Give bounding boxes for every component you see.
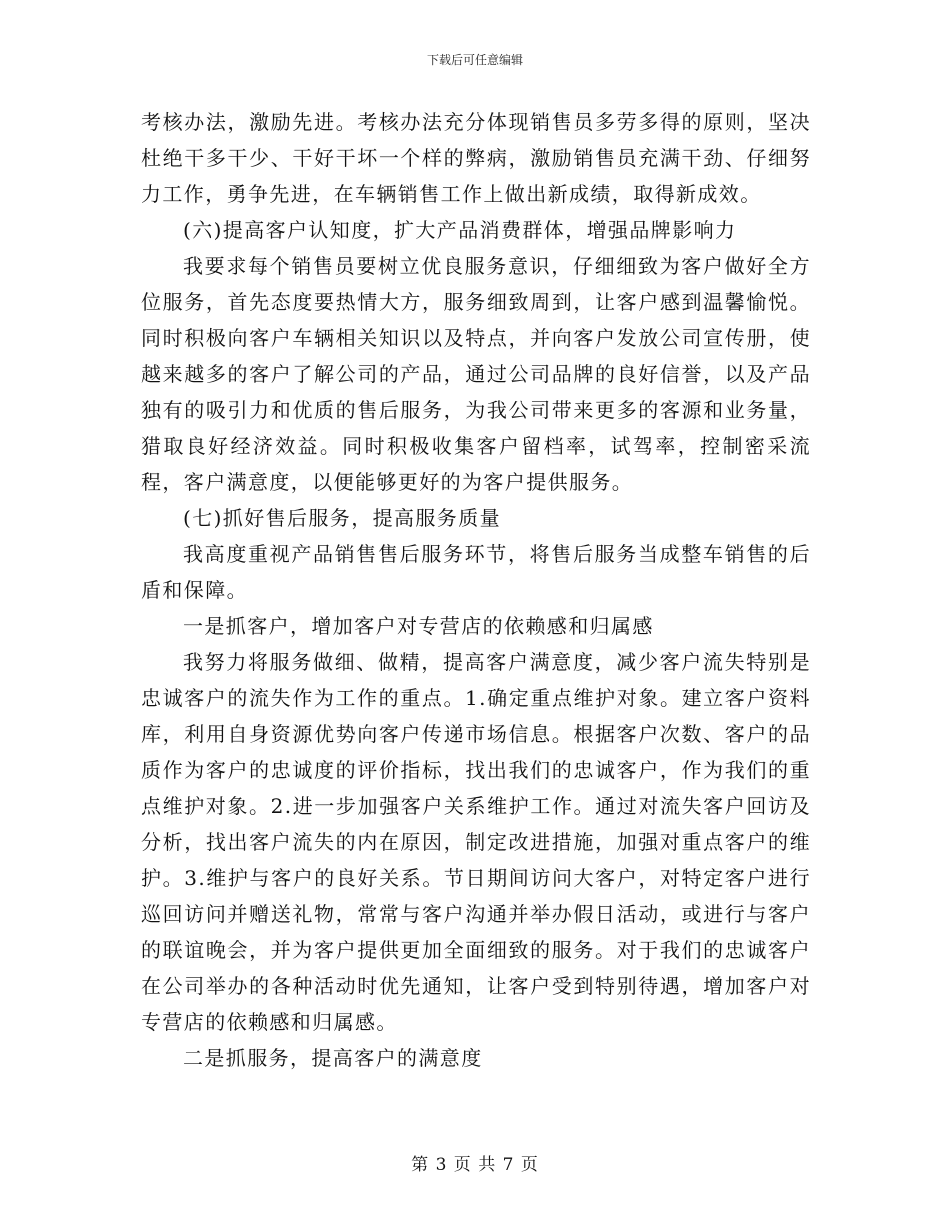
paragraph: 我高度重视产品销售售后服务环节，将售后服务当成整车销售的后盾和保障。 [141, 542, 811, 602]
section-heading: (七)抓好售后服务，提高服务质量 [183, 506, 502, 530]
paragraph: 考核办法，激励先进。考核办法充分体现销售员多劳多得的原则，坚决杜绝干多干少、干好干坏一个样的弊病，激励销售员充满干劲、仔细努力工作，勇争先进，在车辆销售工作上做出新成绩，取得新成效。 [141, 110, 811, 206]
document-body [141, 104, 811, 1076]
subsection-heading: 二是抓服务，提高客户的满意度 [183, 1046, 483, 1070]
paragraph: 我努力将服务做细、做精，提高客户满意度，减少客户流失特别是忠诚客户的流失作为工作的重点。1.确定重点维护对象。建立客户资料库，利用自身资源优势向客户传递市场信息。根据客户次数、客户的品质作为客户的忠诚度的评价指标，找出我们的忠诚客户，作为我们的重点维护对象。2.进一步加强客户关系维护工作。通过对流失客户回访及分析，找出客户流失的内在原因，制定改进措施，加强对重点客户的维护。3.维护与客户的良好关系。节日期间访问大客户，对特定客户进行巡回访问并赠送礼物，常常与客户沟通并举办假日活动，或进行与客户的联谊晚会，并为客户提供更加全面细致的服务。对于我们的忠诚客户在公司举办的各种活动时优先通知，让客户受到特别待遇，增加客户对专营店的依赖感和归属感。 [141, 650, 811, 1034]
paragraph: 我要求每个销售员要树立优良服务意识，仔细细致为客户做好全方位服务，首先态度要热情大方，服务细致周到，让客户感到温馨愉悦。同时积极向客户车辆相关知识以及特点，并向客户发放公司宣传册，使越来越多的客户了解公司的产品，通过公司品牌的良好信誉，以及产品独有的吸引力和优质的售后服务，为我公司带来更多的客源和业务量，猎取良好经济效益。同时积极收集客户留档率，试驾率，控制密采流程，客户满意度，以便能够更好的为客户提供服务。 [141, 254, 811, 494]
subsection-heading: 一是抓客户，增加客户对专营店的依赖感和归属感 [183, 614, 654, 638]
page-header: 下载后可任意编辑 [426, 53, 523, 67]
page-footer: 第 3 页 共 7 页 [411, 1155, 539, 1175]
section-heading: (六)提高客户认知度，扩大产品消费群体，增强品牌影响力 [183, 218, 737, 242]
